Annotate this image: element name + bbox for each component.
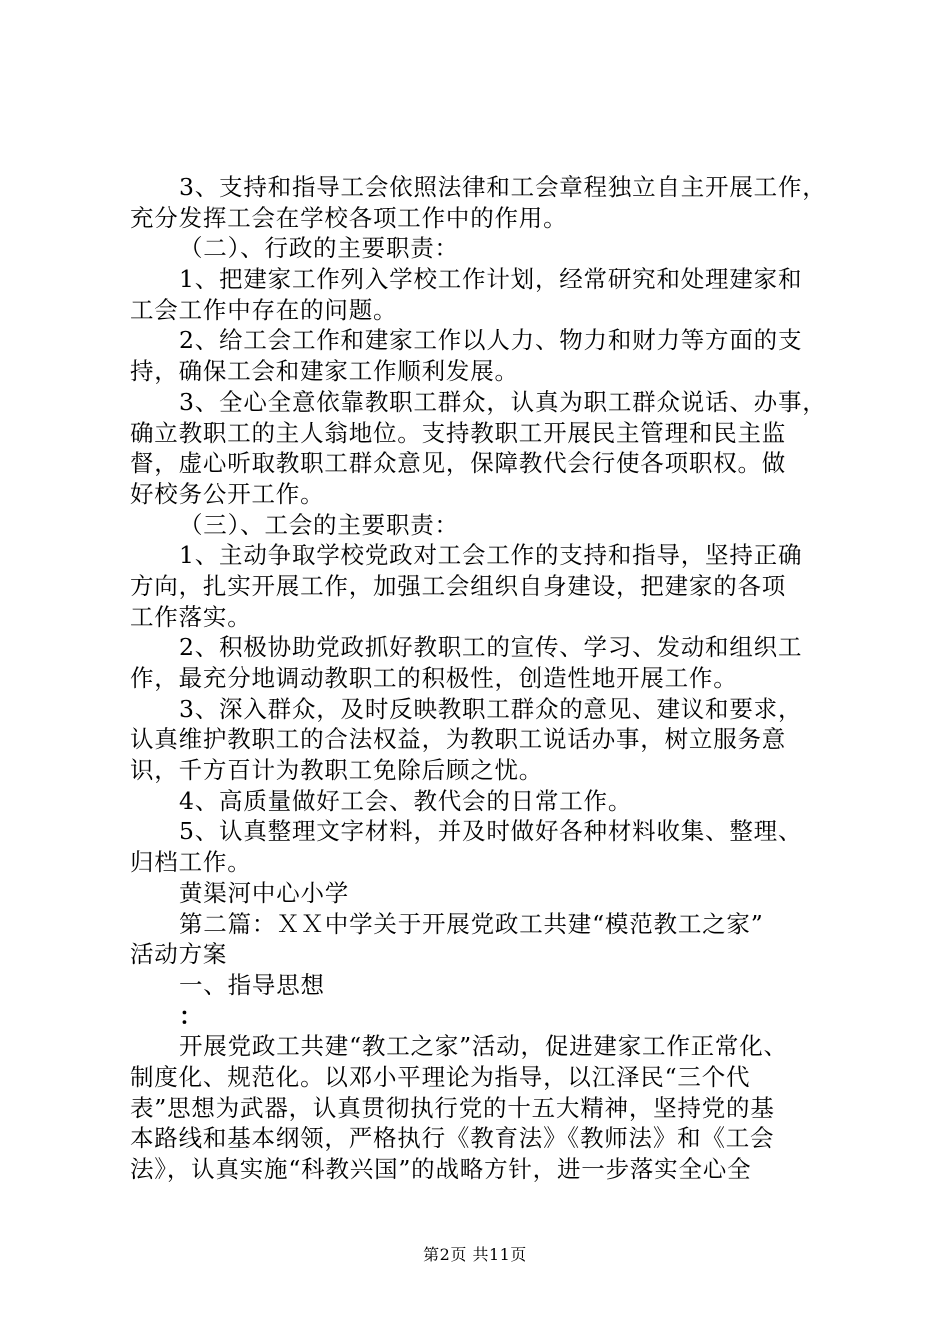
paragraph-line: 2、给工会工作和建家工作以人力、物力和财力等方面的支 [179,326,803,355]
paragraph-line: 法》，认真实施“科教兴国”的战略方针，进一步落实全心全 [130,1155,752,1183]
paragraph-line: 4、高质量做好工会、教代会的日常工作。 [179,786,633,815]
paragraph-line: 2、积极协助党政抓好教职工的宣传、学习、发动和组织工 [179,633,803,662]
paragraph-line: ： [179,1001,204,1030]
paragraph-line: 工作落实。 [130,602,252,631]
paragraph-line: 好校务公开工作。 [130,479,325,508]
document-body [130,172,855,1185]
paragraph-line: 作，最充分地调动教职工的积极性，创造性地开展工作。 [130,664,738,692]
signature-line: 黄渠河中心小学 [179,878,350,907]
paragraph-line: 1、把建家工作列入学校工作计划，经常研究和处理建家和 [179,265,803,294]
paragraph-line: 工会工作中存在的问题。 [130,295,398,324]
paragraph-line: 3、支持和指导工会依照法律和工会章程独立自主开展工作， [179,173,827,201]
paragraph-line: 充分发挥工会在学校各项工作中的作用。 [130,203,568,232]
paragraph-line: 督，虚心听取教职工群众意见，保障教代会行使各项职权。做 [130,449,787,478]
paragraph-line: 归档工作。 [130,848,252,877]
paragraph-line: 1、主动争取学校党政对工会工作的支持和指导，坚持正确 [179,541,803,570]
paragraph-line: 3、全心全意依靠教职工群众，认真为职工群众说话、办事， [179,387,827,416]
paragraph-line: 3、深入群众，及时反映教职工群众的意见、建议和要求， [179,694,803,723]
page-number-footer: 第2页 共11页 [423,1245,527,1264]
paragraph-line: 5、认真整理文字材料，并及时做好各种材料收集、整理、 [179,817,803,846]
section-heading: （二）、行政的主要职责： [179,234,459,263]
article-title: 第二篇：ＸＸ中学关于开展党政工共建“模范教工之家” [179,909,764,938]
paragraph-line: 开展党政工共建“教工之家”活动，促进建家工作正常化、 [179,1032,788,1061]
paragraph-line: 制度化、规范化。以邓小平理论为指导，以江泽民“三个代 [130,1062,751,1091]
paragraph-line: 认真维护教职工的合法权益，为教职工说话办事，树立服务意 [130,725,787,754]
paragraph-line: 方向，扎实开展工作，加强工会组织自身建设，把建家的各项 [130,571,787,600]
paragraph-line: 本路线和基本纲领，严格执行《教育法》《教师法》和《工会 [130,1124,775,1153]
paragraph-line: 表”思想为武器，认真贯彻执行党的十五大精神，坚持党的基 [130,1093,775,1122]
section-heading: 一、指导思想 [179,970,325,999]
section-heading: （三）、工会的主要职责： [179,510,459,539]
paragraph-line: 识，千方百计为教职工免除后顾之忧。 [130,756,544,785]
article-title: 活动方案 [130,940,228,969]
paragraph-line: 持，确保工会和建家工作顺利发展。 [130,357,519,386]
paragraph-line: 确立教职工的主人翁地位。支持教职工开展民主管理和民主监 [130,418,787,447]
